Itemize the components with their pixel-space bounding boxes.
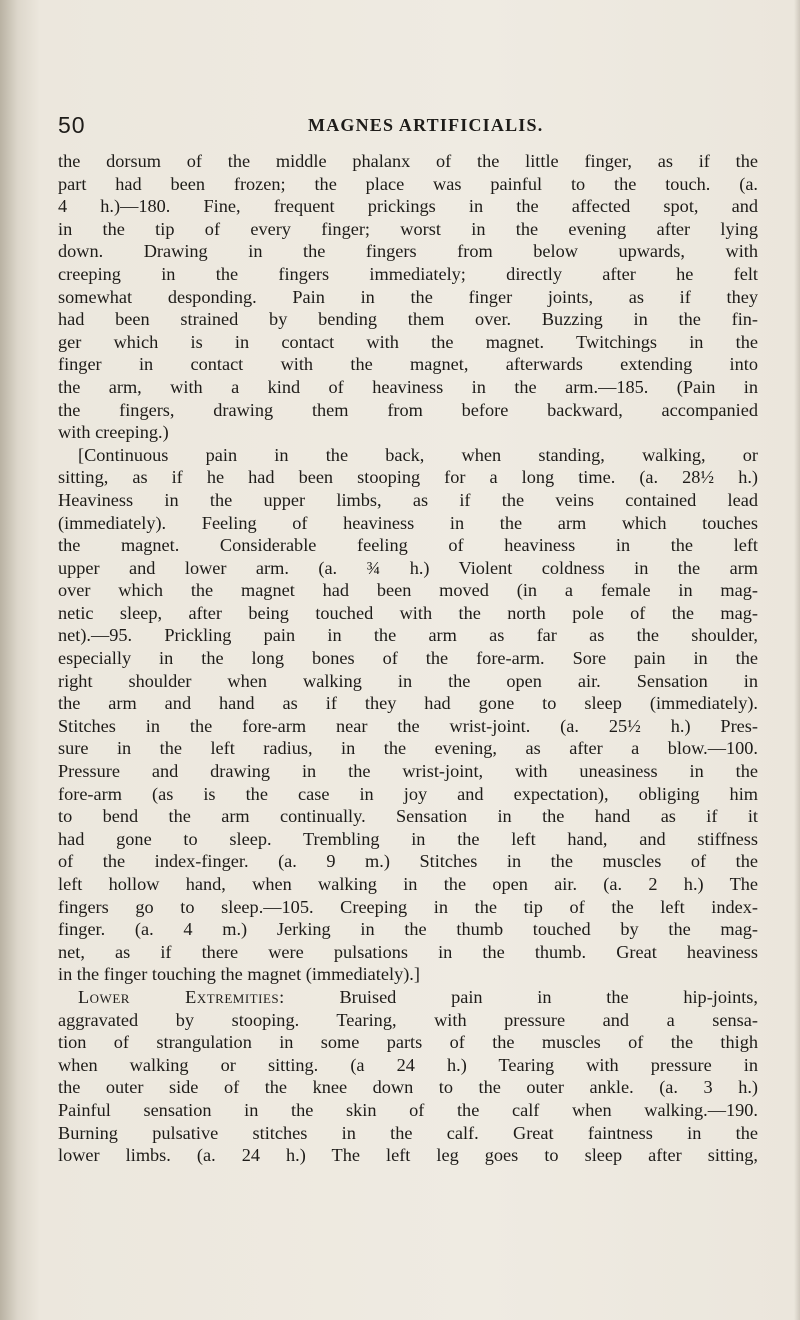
text-line: to bend the arm continually. Sensation in the hand as if it (58, 806, 758, 827)
text-line: of the index-finger. (a. 9 m.) Stitches in the muscles of the (58, 851, 758, 872)
section-heading: Lower Extremities: (78, 986, 285, 1007)
text-line: left hollow hand, when walking in the open air. (a. 2 h.) The (58, 874, 758, 894)
text-line: Pressure and drawing in the wrist-joint, with uneasiness in the (58, 761, 758, 782)
text-line: aggravated by stooping. Tearing, with pressure and a sensa- (58, 1009, 758, 1030)
text-line: net, as if there were pulsations in the thumb. Great heaviness (58, 941, 758, 962)
text-line: Stitches in the fore-arm near the wrist-joint. (a. 25½ h.) Pres- (58, 715, 758, 736)
page-edge-shadow (794, 0, 800, 1320)
text-line: especially in the long bones of the fore-arm. Sore pain in the (58, 648, 758, 669)
text-line: Burning pulsative stitches in the calf. Great faintness in the (58, 1122, 758, 1143)
text-line: fore-arm (as is the case in joy and expectation), obliging him (58, 783, 758, 804)
body-text (58, 150, 758, 1167)
text-line: over which the magnet had been moved (in a female in mag- (58, 580, 758, 601)
text-line: fingers go to sleep.—105. Creeping in the tip of the left index- (58, 896, 758, 917)
text-line: the fingers, drawing them from before backward, accompanied (58, 399, 758, 420)
text-line: lower limbs. (a. 24 h.) The left leg goes to sleep after sitting, (58, 1145, 758, 1166)
text-line: the dorsum of the middle phalanx of the little finger, as if the (58, 151, 758, 171)
text-line: right shoulder when walking in the open air. Sensation in (58, 670, 758, 691)
text-line: the magnet. Considerable feeling of heaviness in the left (58, 535, 758, 556)
section-start-line (58, 986, 758, 1009)
text-line: net).—95. Prickling pain in the arm as far as the shoulder, (58, 625, 758, 646)
text-line: (immediately). Feeling of heaviness in the arm which touches (58, 512, 758, 533)
text-line: with creeping.) (58, 422, 169, 443)
text-line: upper and lower arm. (a. ¾ h.) Violent coldness in the arm (58, 557, 758, 578)
text-line: finger in contact with the magnet, afterwards extending into (58, 354, 758, 375)
page-number: 50 (58, 112, 86, 138)
page-header (58, 112, 758, 142)
text-line: the outer side of the knee down to the outer ankle. (a. 3 h.) (58, 1077, 758, 1098)
text-line: netic sleep, after being touched with the north pole of the mag- (58, 602, 758, 623)
text-line: creeping in the fingers immediately; directly after he felt (58, 263, 758, 284)
text-line: ger which is in contact with the magnet. Twitchings in the (58, 331, 758, 352)
running-head: MAGNES ARTIFICIALIS. (308, 115, 544, 135)
text-line: down. Drawing in the fingers from below upwards, with (58, 241, 758, 262)
text-line: the arm, with a kind of heaviness in the arm.—185. (Pain in (58, 376, 758, 397)
text-line: Heaviness in the upper limbs, as if the veins contained lead (58, 489, 758, 510)
text-line: part had been frozen; the place was painful to the touch. (a. (58, 173, 758, 194)
text-line: Painful sensation in the skin of the calf when walking.—190. (58, 1099, 758, 1120)
text-line: sitting, as if he had been stooping for a long time. (a. 28½ h.) (58, 467, 758, 488)
text-line: the arm and hand as if they had gone to sleep (immediately). (58, 693, 758, 714)
text-line: had gone to sleep. Trembling in the left hand, and stiffness (58, 828, 758, 849)
text-line: in the tip of every finger; worst in the evening after lying (58, 218, 758, 239)
text-line: when walking or sitting. (a 24 h.) Tearing with pressure in (58, 1054, 758, 1075)
text-line: finger. (a. 4 m.) Jerking in the thumb touched by the mag- (58, 919, 758, 940)
text-line: tion of strangulation in some parts of the muscles of the thigh (58, 1032, 758, 1053)
text-line: 4 h.)—180. Fine, frequent prickings in the affected spot, and (58, 196, 758, 217)
text-line: sure in the left radius, in the evening, as after a blow.—100. (58, 738, 758, 759)
text-line: in the finger touching the magnet (immediately).] (58, 964, 420, 985)
text-line: [Continuous pain in the back, when standing, walking, or (78, 444, 758, 465)
text-line: somewhat desponding. Pain in the finger joints, as if they (58, 286, 758, 307)
text-line: had been strained by bending them over. Buzzing in the fin- (58, 309, 758, 330)
section-heading-continuation: Bruised pain in the hip-joints, (284, 986, 758, 1007)
